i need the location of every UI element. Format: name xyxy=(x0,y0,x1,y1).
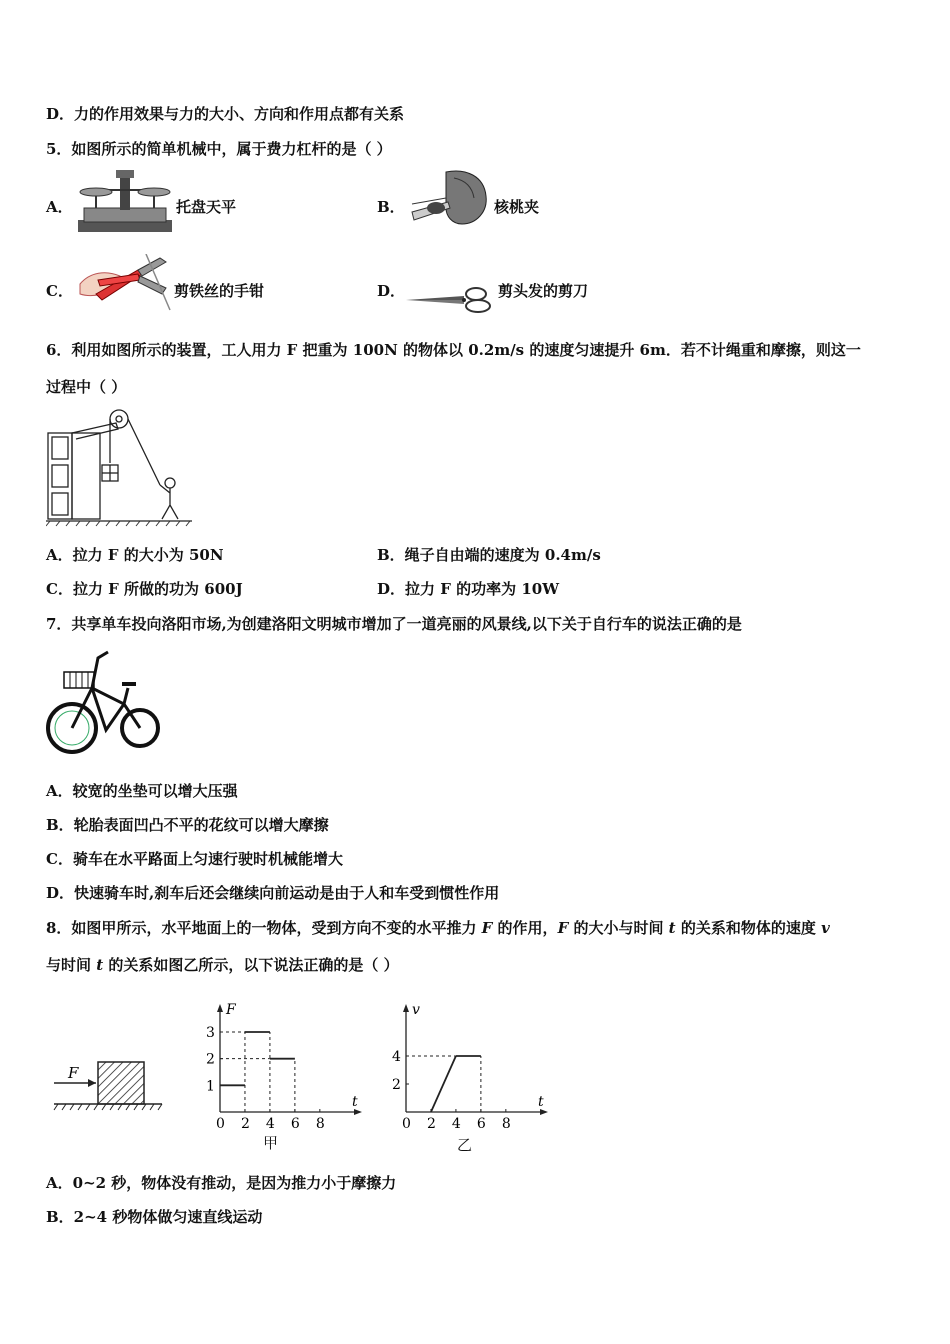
x-axis-label: t xyxy=(538,1094,544,1110)
y-tick-label: 3 xyxy=(206,1025,215,1041)
x-tick-label: 2 xyxy=(426,1116,436,1132)
x-tick-label: 0 xyxy=(216,1116,225,1132)
q5-option-d-letter[interactable]: D． xyxy=(377,282,406,300)
graph-jia-caption: 甲 xyxy=(263,1134,279,1152)
q7-option-a[interactable]: A．较宽的坐垫可以增大压强 xyxy=(46,782,238,800)
force-label: F xyxy=(68,1064,79,1082)
block xyxy=(98,1062,144,1104)
balance-scale-icon xyxy=(76,168,174,238)
q5-option-b-letter[interactable]: B． xyxy=(377,198,405,216)
y-axis-arrow xyxy=(403,1004,409,1012)
q6-stem-line2: 过程中（ ） xyxy=(46,378,127,396)
q4-option-d: D．力的作用效果与力的大小、方向和作用点都有关系 xyxy=(46,105,405,123)
q8-option-b[interactable]: B．2~4 秒物体做匀速直线运动 xyxy=(46,1208,263,1226)
series-segment xyxy=(431,1056,456,1112)
graph-yi-caption: 乙 xyxy=(457,1136,473,1154)
q7-option-c[interactable]: C．骑车在水平路面上匀速行驶时机械能增大 xyxy=(46,850,343,868)
q7-option-b[interactable]: B．轮胎表面凹凸不平的花纹可以增大摩擦 xyxy=(46,816,329,834)
x-tick-label: 6 xyxy=(290,1116,300,1132)
q5-option-b-label: 核桃夹 xyxy=(494,198,540,216)
q5-option-a-letter[interactable]: A． xyxy=(46,198,73,216)
x-tick-label: 0 xyxy=(402,1116,411,1132)
q8-stem-line2: 与时间 t 的关系如图乙所示，以下说法正确的是（ ） xyxy=(46,956,399,974)
x-tick-label: 2 xyxy=(240,1116,250,1132)
bicycle-icon xyxy=(44,648,162,764)
y-axis-label: F xyxy=(226,1002,236,1018)
pulley-worker-figure xyxy=(46,405,192,531)
pliers-icon xyxy=(76,254,172,318)
y-tick-label: 2 xyxy=(392,1077,401,1093)
q7-stem: 7．共享单车投向洛阳市场,为创建洛阳文明城市增加了一道亮丽的风景线,以下关于自行车的说法正确的是 xyxy=(46,615,742,633)
x-tick-label: 6 xyxy=(476,1116,486,1132)
q5-option-d-label: 剪头发的剪刀 xyxy=(498,282,589,300)
x-tick-label: 4 xyxy=(265,1116,275,1132)
y-axis-arrow xyxy=(217,1004,223,1012)
q6-option-b[interactable]: B．绳子自由端的速度为 0.4m/s xyxy=(377,546,601,564)
x-tick-label: 8 xyxy=(501,1116,511,1132)
y-tick-label: 1 xyxy=(206,1078,215,1095)
push-block-figure xyxy=(50,1058,166,1116)
nutcracker-icon xyxy=(406,168,492,236)
graph-jia xyxy=(200,1000,370,1164)
q6-option-d[interactable]: D．拉力 F 的功率为 10W xyxy=(377,580,560,598)
q6-stem-line1: 6．利用如图所示的装置，工人用力 F 把重为 100N 的物体以 0.2m/s 的速度匀速提升 6m．若不计绳重和摩擦，则这一 xyxy=(46,341,861,359)
y-tick-label: 4 xyxy=(392,1049,401,1065)
q7-option-d[interactable]: D．快速骑车时,刹车后还会继续向前运动是由于人和车受到惯性作用 xyxy=(46,884,500,902)
q8-option-a[interactable]: A．0~2 秒，物体没有推动，是因为推力小于摩擦力 xyxy=(46,1174,397,1192)
x-axis-label: t xyxy=(352,1094,358,1110)
y-axis-label: v xyxy=(412,1002,420,1018)
q5-option-c-label: 剪铁丝的手钳 xyxy=(174,282,265,300)
q6-option-a[interactable]: A．拉力 F 的大小为 50N xyxy=(46,546,224,564)
q5-option-a-label: 托盘天平 xyxy=(176,198,237,216)
q5-stem: 5．如图所示的简单机械中，属于费力杠杆的是（ ） xyxy=(46,140,392,158)
q8-stem-line1: 8．如图甲所示，水平地面上的一物体，受到方向不变的水平推力 F 的作用，F 的大小与时间 t 的关系和物体的速度 v xyxy=(46,919,830,937)
y-tick-label: 2 xyxy=(206,1051,215,1068)
q6-option-c[interactable]: C．拉力 F 所做的功为 600J xyxy=(46,580,243,598)
x-tick-label: 4 xyxy=(451,1116,461,1132)
scissors-icon xyxy=(404,286,496,318)
x-tick-label: 8 xyxy=(315,1116,325,1132)
q5-option-c-letter[interactable]: C． xyxy=(46,282,73,300)
